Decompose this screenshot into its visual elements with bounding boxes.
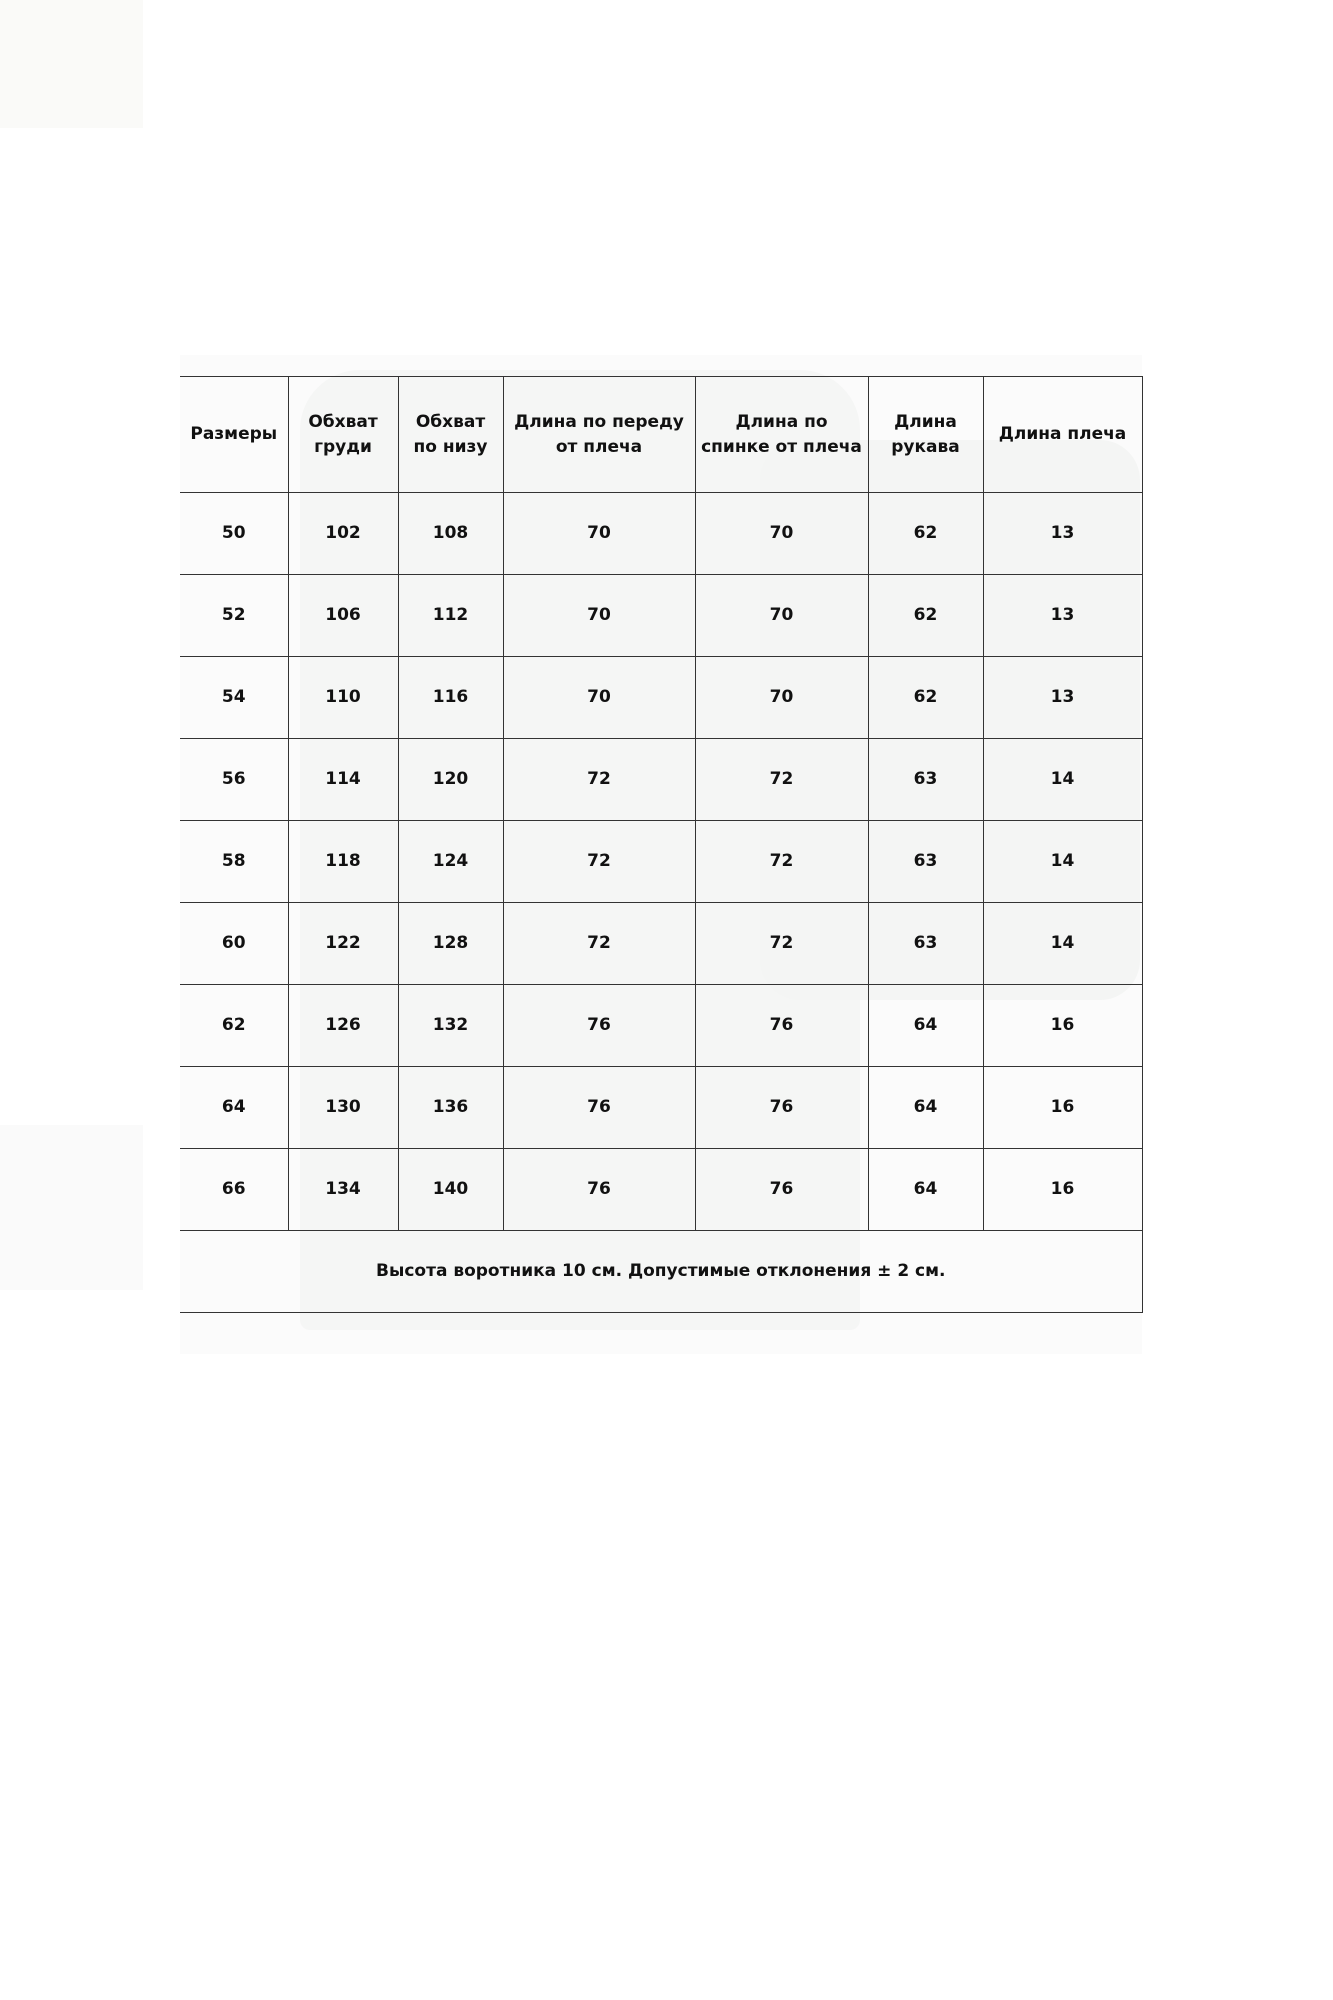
table-cell: 13 [983,657,1142,739]
size-chart-table [180,376,1143,1313]
table-cell: 76 [695,985,868,1067]
size-cell: 54 [180,657,288,739]
size-cell: 60 [180,903,288,985]
table-cell: 120 [398,739,503,821]
table-cell: 112 [398,575,503,657]
table-cell: 132 [398,985,503,1067]
table-cell: 13 [983,493,1142,575]
table-cell: 128 [398,903,503,985]
table-cell: 64 [868,1067,983,1149]
table-cell: 140 [398,1149,503,1231]
table-cell: 124 [398,821,503,903]
table-header-row [180,377,1142,493]
table-cell: 72 [695,739,868,821]
table-cell: 76 [695,1149,868,1231]
table-cell: 106 [288,575,398,657]
header-front-length: Длина по переду от плеча [503,377,695,493]
table-cell: 102 [288,493,398,575]
table-cell: 70 [695,575,868,657]
table-cell: 14 [983,821,1142,903]
table-cell: 114 [288,739,398,821]
table-cell: 70 [695,493,868,575]
table-cell: 70 [503,657,695,739]
table-cell: 63 [868,903,983,985]
size-cell: 50 [180,493,288,575]
table-cell: 72 [503,739,695,821]
table-row [180,1067,1142,1149]
table-cell: 72 [503,903,695,985]
table-cell: 76 [503,1149,695,1231]
table-cell: 16 [983,1067,1142,1149]
table-row [180,493,1142,575]
table-cell: 126 [288,985,398,1067]
table-cell: 16 [983,985,1142,1067]
table-row [180,575,1142,657]
table-cell: 76 [503,1067,695,1149]
table-cell: 122 [288,903,398,985]
table-cell: 64 [868,985,983,1067]
header-hem: Обхват по низу [398,377,503,493]
table-cell: 70 [503,493,695,575]
header-chest: Обхват груди [288,377,398,493]
header-shoulder-length: Длина плеча [983,377,1142,493]
background-photo-fragment [0,0,143,128]
table-row [180,1149,1142,1231]
header-size: Размеры [180,377,288,493]
size-cell: 52 [180,575,288,657]
table-cell: 110 [288,657,398,739]
table-cell: 70 [503,575,695,657]
table-cell: 70 [695,657,868,739]
table-cell: 62 [868,493,983,575]
table-cell: 62 [868,575,983,657]
table-body [180,493,1142,1231]
table-cell: 76 [503,985,695,1067]
table-row [180,821,1142,903]
table-cell: 14 [983,739,1142,821]
table-cell: 72 [695,821,868,903]
table-cell: 76 [695,1067,868,1149]
table-cell: 63 [868,739,983,821]
table-cell: 62 [868,657,983,739]
size-cell: 58 [180,821,288,903]
table-cell: 118 [288,821,398,903]
table-cell: 136 [398,1067,503,1149]
table-cell: 72 [503,821,695,903]
table-footnote-row [180,1231,1142,1313]
background-photo-fragment [0,1125,143,1290]
table-cell: 72 [695,903,868,985]
table-cell: 130 [288,1067,398,1149]
table-cell: 134 [288,1149,398,1231]
size-cell: 56 [180,739,288,821]
table-cell: 108 [398,493,503,575]
header-back-length: Длина по спинке от плеча [695,377,868,493]
table-cell: 64 [868,1149,983,1231]
size-cell: 64 [180,1067,288,1149]
table-row [180,657,1142,739]
table-row [180,985,1142,1067]
size-cell: 62 [180,985,288,1067]
table-cell: 14 [983,903,1142,985]
table-cell: 116 [398,657,503,739]
table-cell: 16 [983,1149,1142,1231]
header-sleeve-length: Длина рукава [868,377,983,493]
size-cell: 66 [180,1149,288,1231]
table-cell: 63 [868,821,983,903]
table-cell: 13 [983,575,1142,657]
table-row [180,739,1142,821]
footnote: Высота воротника 10 см. Допустимые отклонения ± 2 см. [180,1231,1142,1313]
table-row [180,903,1142,985]
